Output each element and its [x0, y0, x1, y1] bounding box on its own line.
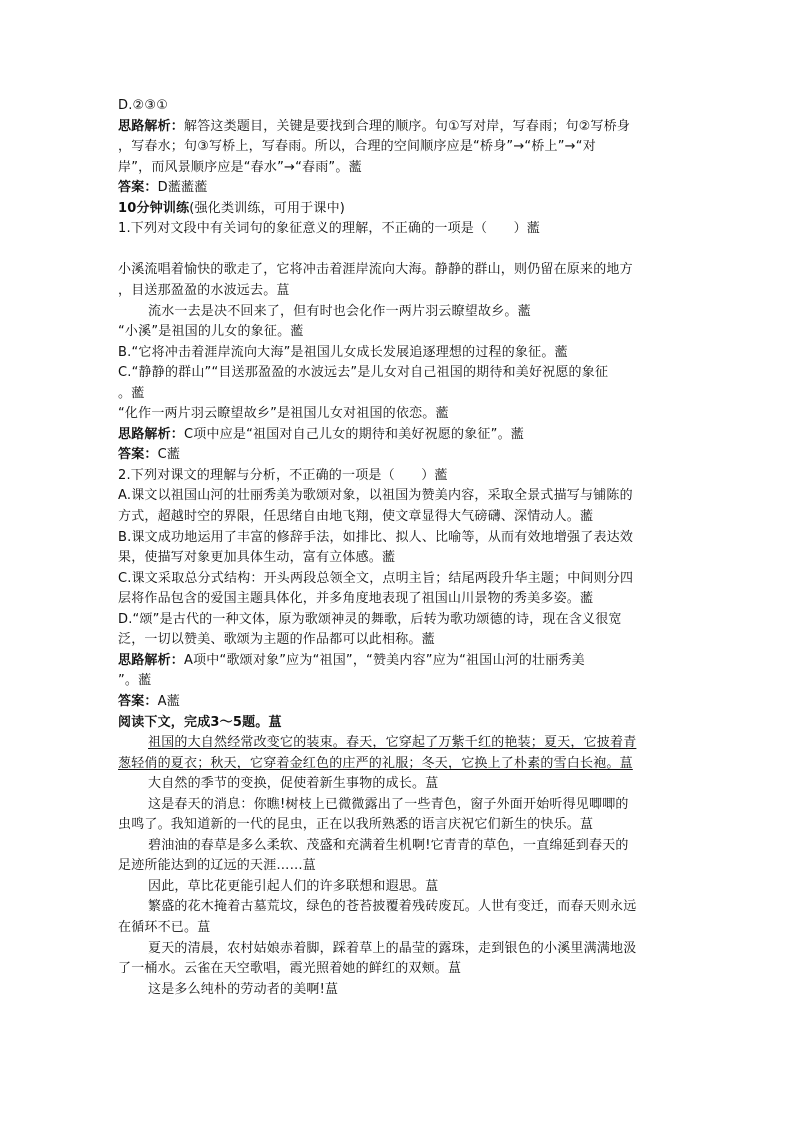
line-text: C蘫 [157, 447, 181, 463]
line-label: 思路解析： [118, 426, 185, 442]
line-text: 阅读下文，完成3～5题。蒀 [118, 714, 282, 730]
line-text: 祖国的大自然经常改变它的装束。春天，它穿起了万紫千红的艳装；夏天，它披着青 [148, 735, 637, 751]
line-text: 这是春天的消息：你瞧!树枝上已微微露出了一些青色，窗子外面开始听得见唧唧的 [148, 796, 629, 812]
line-text: 虫鸣了。我知道新的一代的昆虫，正在以我所熟悉的语言庆祝它们新生的快乐。蒀 [118, 817, 594, 833]
line-text: A蘫 [157, 693, 180, 709]
line-text: 了一桶水。云雀在天空歌唱，霞光照着她的鲜红的双颊。蒀 [118, 961, 462, 977]
line-text: D.②③① [118, 98, 169, 113]
line-text: 葱轻俏的夏衣；秋天，它穿着金红色的庄严的礼服；冬天，它换上了朴素的雪白长袍。蒀 [118, 755, 633, 771]
line-text: 2.下列对课文的理解与分析，不正确的一项是（ ）蘫 [118, 467, 448, 483]
line-text: 繁盛的花木掩着古墓荒坟，绿色的苍苔披覆着残砖废瓦。人世有变迁，而春天则永远 [148, 899, 637, 915]
text-line [118, 959, 461, 979]
text-line [118, 877, 438, 897]
text-line [118, 733, 636, 753]
line-text: 解答这类题目，关键是要找到合理的顺序。句①写对岸，写春雨；句②写桥身 [184, 118, 631, 134]
text-line [118, 96, 168, 116]
text-line [118, 528, 633, 548]
text-line [118, 918, 210, 938]
line-label: 思路解析： [118, 118, 185, 134]
text-line [118, 322, 303, 342]
text-line [118, 219, 540, 239]
text-line [118, 404, 449, 424]
text-line [118, 343, 568, 363]
text-line [118, 486, 633, 506]
text-line [118, 158, 362, 178]
text-line [118, 425, 524, 445]
line-text: 果，使描写对象更加具体生动，富有立体感。蘫 [118, 550, 396, 566]
text-line [118, 692, 180, 712]
text-line [118, 713, 282, 733]
text-line [118, 178, 207, 198]
text-line [118, 117, 630, 137]
text-line [118, 507, 593, 527]
line-text: 夏天的清晨，农村姑娘赤着脚，踩着草上的晶莹的露珠，走到银色的小溪里满满地汲 [148, 940, 637, 956]
text-line [118, 466, 448, 486]
text-line [118, 548, 395, 568]
text-line [118, 939, 636, 959]
line-label: 答案： [118, 447, 158, 463]
text-line [118, 199, 345, 219]
line-text: “小溪”是祖国的儿女的象征。蘫 [118, 324, 304, 340]
line-text: 1.下列对文段中有关词句的象征意义的理解，不正确的一项是（ ）蘫 [118, 221, 541, 237]
text-line [118, 302, 531, 322]
line-text: 流水一去是决不回来了，但有时也会化作一两片羽云瞭望故乡。蘫 [148, 303, 531, 319]
line-text: 层将作品包含的爱国主题具体化，并多角度地表现了祖国山川景物的秀美多姿。蘫 [118, 591, 594, 607]
line-text: ，目送那盈盈的水波远去。蒀 [118, 282, 290, 298]
text-line [118, 610, 622, 630]
text-line [118, 445, 180, 465]
line-text: C项中应是“祖国对自己儿女的期待和美好祝愿的象征”。蘫 [184, 426, 524, 442]
text-line [118, 836, 629, 856]
text-line [118, 260, 633, 280]
line-text: C.“静静的群山”“目送那盈盈的水波远去”是儿女对自己祖国的期待和美好祝愿的象征 [118, 365, 609, 381]
line-text: “化作一两片羽云瞭望故乡”是祖国儿女对祖国的依恋。蘫 [118, 406, 449, 422]
text-line [118, 281, 290, 301]
line-label: 思路解析： [118, 652, 185, 668]
line-text: A.课文以祖国山河的壮丽秀美为歌颂对象，以祖国为赞美内容，采取全景式描写与铺陈的 [118, 488, 633, 504]
line-text: 在循环不已。蒀 [118, 920, 211, 935]
text-line [118, 363, 608, 383]
line-text: 因此，草比花更能引起人们的许多联想和遐思。蒀 [148, 878, 439, 894]
line-text: D.“颂”是古代的一种文体，原为歌颂神灵的舞歌，后转为歌功颂德的诗，现在含义很宽 [118, 611, 622, 627]
line-text: 岸”，而风景顺序应是“春水”→“春雨”。蘫 [118, 159, 362, 175]
line-text: B.“它将冲击着涯岸流向大海”是祖国儿女成长发展追逐理想的过程的象征。蘫 [118, 344, 568, 360]
line-text: 这是多么纯朴的劳动者的美啊!蒀 [148, 981, 339, 997]
line-text: 泛，一切以赞美、歌颂为主题的作品都可以此相称。蘫 [118, 632, 435, 648]
line-text: B.课文成功地运用了丰富的修辞手法，如排比、拟人、比喻等，从而有效地增强了表达效 [118, 529, 634, 545]
line-text: C.课文采取总分式结构：开头两段总领全文，点明主旨；结尾两段升华主题；中间则分四 [118, 570, 634, 586]
text-line [118, 651, 585, 671]
line-label: 10分钟训练 [118, 200, 190, 216]
line-text: 方式，超越时空的界限，任思绪自由地飞翔，使文章显得大气磅礴、深情动人。蘫 [118, 509, 594, 524]
line-text: 。蘫 [118, 385, 145, 401]
line-text: D蘫蘫蘫 [157, 180, 208, 196]
line-text: ”。蘫 [118, 673, 152, 689]
text-line [118, 671, 151, 691]
text-line [118, 630, 435, 650]
text-line [118, 774, 438, 794]
line-text: 足迹所能达到的辽远的天涯……蒀 [118, 858, 317, 874]
text-line [118, 137, 596, 157]
line-text: 碧油油的春草是多么柔软、茂盛和充满着生机啊!它青青的草色，一直绵延到春天的 [148, 837, 629, 853]
text-line [118, 856, 316, 876]
line-text: (强化类训练，可用于课中) [189, 200, 346, 216]
text-line [118, 754, 633, 774]
text-line [118, 980, 338, 1000]
text-line [118, 897, 636, 917]
line-text: 大自然的季节的变换，促使着新生事物的成长。蒀 [148, 776, 439, 792]
text-line [118, 795, 629, 815]
text-line [118, 569, 633, 589]
text-line [118, 589, 593, 609]
text-line [118, 815, 593, 835]
line-text: 小溪流唱着愉快的歌走了，它将冲击着涯岸流向大海。静静的群山，则仍留在原来的地方 [118, 262, 633, 278]
line-label: 答案： [118, 180, 158, 196]
line-text: A项中“歌颂对象”应为“祖国”，“赞美内容”应为“祖国山河的壮丽秀美 [184, 652, 585, 668]
line-label: 答案： [118, 693, 158, 709]
text-line [118, 384, 144, 404]
line-text: ，写春水；句③写桥上，写春雨。所以，合理的空间顺序应是“桥身”→“桥上”→“对 [118, 139, 596, 155]
